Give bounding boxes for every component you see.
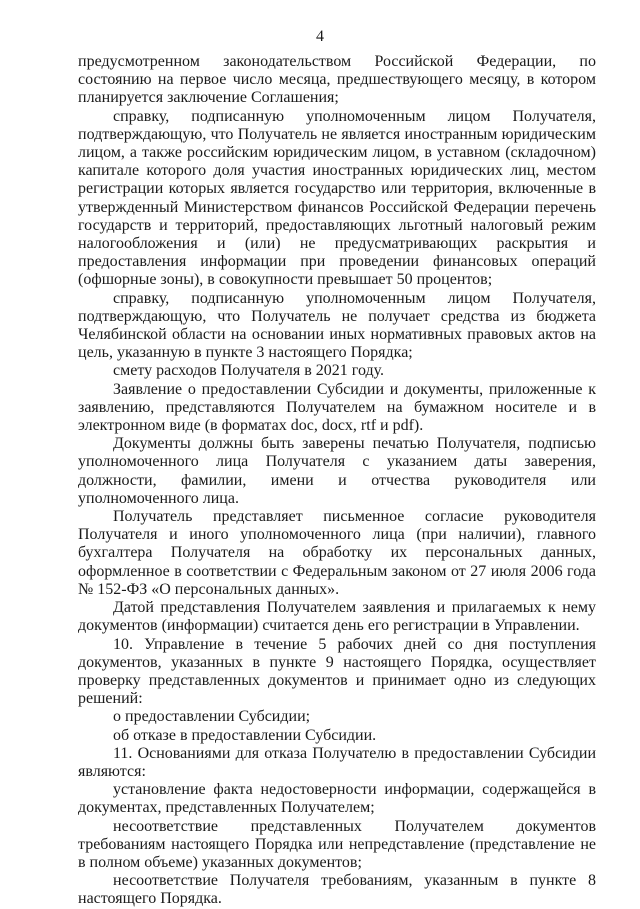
paragraph: 11. Основаниями для отказа Получателю в предоставлении Субсидии являются: [78,744,596,780]
paragraph: предусмотренном законодательством Российской Федерации, по состоянию на первое число месяца, предшествующего месяцу, в котором планируется заключение Соглашения; [78,53,596,107]
paragraph: 10. Управление в течение 5 рабочих дней со дня поступления документов, указанных в пункте 9 настоящего Порядка, осуществляет проверку представленных документов и принимает одно из следующих решений: [78,635,596,708]
page-number: 4 [316,28,324,45]
paragraph: Датой представления Получателем заявления и прилагаемых к нему документов (информации) считается день его регистрации в Управлении. [78,599,596,635]
paragraph: смету расходов Получателя в 2021 году. [113,362,385,380]
paragraph: об отказе в предоставлении Субсидии. [113,726,377,744]
paragraph: Заявление о предоставлении Субсидии и документы, приложенные к заявлению, представляются Получателем на бумажном носителе и в электронном виде (в форматах doc, docx, rtf и pdf). [78,380,596,435]
paragraph: о предоставлении Субсидии; [113,708,311,726]
paragraph: несоответствие представленных Получателем документов требованиям настоящего Порядка или непредставление (представление не в полном объеме) указанных документов; [78,817,596,871]
paragraph: установление факта недостоверности информации, содержащейся в документах, представленных Получателем; [78,781,596,817]
paragraph: несоответствие Получателя требованиям, указанным в пункте 8 настоящего Порядка. [78,872,596,908]
paragraph: справку, подписанную уполномоченным лицом Получателя, подтверждающую, что Получатель не является иностранным юридическим лицом, а также российским юридическим лицом, в уставном (складочном) капитале которого доля участия иностранных юридических лиц, местом регистрации которых является государство или территория, включенные в утвержденный Министерством финансов Российской Федерации перечень государств и территорий, предоставляющих льготный налоговый режим налогообложения и (или) не предусматривающих раскрытия и предоставления информации при проведении финансовых операций (офшорные зоны), в совокупности превышает 50 процентов; [78,107,596,289]
document-body [78,53,596,909]
paragraph: Документы должны быть заверены печатью Получателя, подписью уполномоченного лица Получателя с указанием даты заверения, должности, фамилии, имени и отчества руководителя или уполномоченного лица. [78,435,596,507]
paragraph: Получатель представляет письменное согласие руководителя Получателя и иного уполномоченного лица (при наличии), главного бухгалтера Получателя на обработку их персональных данных, оформленное в соответствии с Федеральным законом от 27 июля 2006 года № 152-ФЗ «О персональных данных». [78,508,596,598]
paragraph: справку, подписанную уполномоченным лицом Получателя, подтверждающую, что Получатель не получает средства из бюджета Челябинской области на основании иных нормативных правовых актов на цель, указанную в пункте 3 настоящего Порядка; [78,289,596,362]
